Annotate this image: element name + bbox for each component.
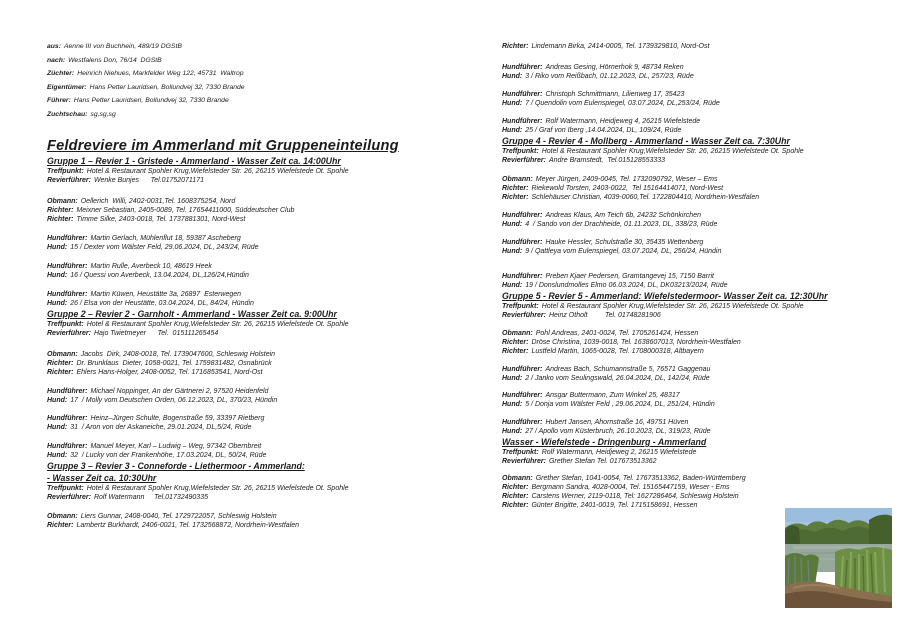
field-label: Treffpunkt:: [502, 148, 539, 155]
section-gruppe-1: [47, 155, 477, 308]
field-label: Hundführer:: [502, 366, 543, 373]
field-value: Andreas Klaus, Am Teich 6b, 24232 Schönkirchen: [545, 212, 701, 219]
field-value: Rolf Watermann Tel.01732490335: [93, 493, 208, 501]
field-label: Hund:: [502, 100, 523, 107]
officials-block: [47, 197, 477, 224]
field-value: 9 / Qattleya vom Eulenspiegel, 03.07.2024, DL, 256/24, Hündin: [525, 248, 722, 255]
field-label: Obmann:: [502, 176, 533, 183]
field-value: Pohl Andreas, 2401-0024, Tel. 1705261424, Hessen: [535, 330, 699, 337]
pedigree-line: [47, 54, 477, 68]
officials-block: [502, 329, 900, 356]
field-label: Hund:: [502, 248, 523, 255]
hund-line: [502, 281, 900, 290]
field-label: Richter:: [502, 194, 529, 201]
hundfuehrer-line: [502, 365, 900, 374]
pedigree-block: [47, 40, 477, 122]
field-label: Hundführer:: [502, 273, 543, 280]
field-value: Andre Bramstedt, Tel.015128553333: [548, 157, 666, 164]
field-label: Obmann:: [502, 475, 533, 482]
section-gruppe-5: [502, 290, 900, 436]
field-label: aus:: [47, 43, 61, 50]
field-value: Heinrich Niehues, Markfelder Weg 122, 45731 Waltrop: [77, 70, 244, 78]
field-label: Hundführer:: [502, 118, 543, 125]
field-value: 25 / Graf von Iberg ,14.04.2024, DL, 109/24, Rüde: [525, 127, 682, 134]
hundfuehrer-line: [47, 234, 477, 243]
field-value: Meixner Sebastian, 2405-0089, Tel. 17654411000, Süddeutscher Club: [76, 206, 295, 214]
field-label: Hund:: [47, 271, 68, 279]
richter-line: [502, 42, 900, 51]
field-value: Rolf Watermann, Heidjeweg 4, 26215 Wiefelstede: [545, 118, 701, 125]
field-label: Richter:: [502, 43, 529, 50]
officials-block: [47, 512, 477, 530]
field-label: Treffpunkt:: [47, 167, 84, 175]
field-label: Hundführer:: [502, 64, 543, 71]
field-value: Manuel Meyer, Karl – Ludwig – Weg, 97342 Obernbreit: [90, 442, 262, 450]
field-label: Hund:: [502, 73, 523, 80]
field-label: Richter:: [47, 359, 74, 367]
field-label: Hundführer:: [502, 239, 543, 246]
field-label: Treffpunkt:: [502, 303, 539, 310]
field-value: Hubert Jansen, Ahornstraße 16, 49751 Hüven: [545, 419, 689, 426]
hundfuehrer-line: [502, 272, 900, 281]
gruppe-3-heading-line2: - Wasser Zeit ca. 10:30Uhr: [47, 472, 157, 483]
hund-line: [502, 72, 900, 81]
dog-entry: [47, 290, 477, 308]
field-value: Hotel & Restaurant Spohler Krug,Wiefelsteder Str. 26, 26215 Wiefelstede Ot. Spohle: [86, 167, 349, 175]
field-label: Hund:: [502, 221, 523, 228]
field-value: Andreas Bach, Schumannstraße 5, 76571 Gaggenau: [545, 366, 711, 373]
officials-block: [47, 350, 477, 377]
section-wasser-dringenburg: [502, 436, 900, 510]
field-value: Ansgar Buttermann, Zum Winkel 25, 48317: [545, 392, 680, 399]
field-label: Hundführer:: [47, 234, 88, 242]
section-gruppe-3-continued: [502, 42, 900, 135]
dog-entry: [502, 238, 900, 256]
richter-line: [47, 206, 477, 215]
field-label: Zuchtschau:: [47, 110, 88, 118]
field-value: Hotel & Restaurant Spohler Krug,Wiefelsteder Str. 26, 26215 Wiefelstede Ot. Spohle: [541, 148, 804, 155]
field-value: Martin Küwen, Heustätte 3a, 26897 Esterwegen: [90, 290, 242, 298]
field-value: Heinz Otholt Tel. 01748281906: [548, 312, 661, 319]
field-value: 4 / Sando von der Drachheide, 01.11.2023, DL, 338/23, Rüde: [525, 221, 718, 228]
field-label: Hundführer:: [502, 419, 543, 426]
hundfuehrer-line: [47, 262, 477, 271]
richter-line: [47, 215, 477, 224]
field-label: Richter:: [502, 484, 529, 491]
field-value: Timme Silke, 2403-0018, Tel. 1737881301, Nord-West: [76, 215, 246, 223]
field-value: Hajo Twietmeyer Tel. 015111265454: [93, 329, 219, 337]
field-value: 17 / Molly vom Deutschen Orden, 06.12.2023, DL, 370/23, Hündin: [70, 396, 278, 404]
field-value: 7 / Quendolin vom Eulenspiegel, 03.07.2024, DL,253/24, Rüde: [525, 100, 720, 107]
field-label: Richter:: [502, 348, 529, 355]
field-value: Schlehäuser Christian, 4039-0060,Tel. 1722804410, Nordrhein-Westfalen: [531, 194, 760, 201]
revierfuehrer-line: [47, 493, 477, 502]
dog-entry: [502, 90, 900, 108]
hund-line: [47, 243, 477, 252]
field-label: Treffpunkt:: [47, 320, 84, 328]
field-label: Revierführer:: [47, 493, 91, 501]
field-value: sg,sg,sg: [90, 110, 116, 118]
field-value: Wenke Bunjes Tel.01752071171: [93, 176, 204, 184]
field-value: Heinz–Jürgen Schulte, Bogenstraße 59, 33397 Rietberg: [90, 414, 265, 422]
field-label: Hund:: [502, 428, 523, 435]
field-label: Obmann:: [502, 330, 533, 337]
richter-line: [502, 347, 900, 356]
richter-line: [47, 359, 477, 368]
hundfuehrer-line: [47, 414, 477, 423]
field-value: Ehlers Hans-Holger, 2408-0052, Tel. 1716853541, Nord-Ost: [76, 368, 263, 376]
richter-line: [502, 184, 900, 193]
document-title: Feldreviere im Ammerland mit Gruppeneinteilung: [47, 137, 399, 154]
gruppe-5-heading: Gruppe 5 - Revier 5 - Ammerland: Wiefelstedermoor- Wasser Zeit ca. 12:30Uhr: [502, 291, 828, 301]
field-label: Hundführer:: [47, 262, 88, 270]
gruppe-1-heading: Gruppe 1 – Revier 1 - Gristede - Ammerland - Wasser Zeit ca. 14:00Uhr: [47, 155, 341, 166]
field-value: Hauke Hessler, Schulstraße 30, 35435 Wettenberg: [545, 239, 704, 246]
hundfuehrer-line: [502, 117, 900, 126]
field-label: Hundführer:: [47, 442, 88, 450]
hundfuehrer-line: [47, 387, 477, 396]
pond-photo: [785, 508, 892, 608]
obmann-line: [47, 512, 477, 521]
wasser-heading: Wasser - Wiefelstede - Dringenburg - Ammerland: [502, 437, 707, 447]
richter-line: [502, 338, 900, 347]
dog-entry: [47, 442, 477, 460]
field-value: Bergmann Sandra, 4028-0004, Tel. 15165447159, Weser - Ems: [531, 484, 730, 491]
field-label: Treffpunkt:: [47, 484, 84, 492]
field-label: Richter:: [502, 493, 529, 500]
field-value: 16 / Quessi von Averbeck, 13.04.2024, DL,126/24,Hündin: [70, 271, 249, 279]
field-label: Richter:: [47, 521, 74, 529]
right-column: [502, 42, 900, 510]
field-value: 5 / Donja vom Wälster Feld , 29.06.2024, DL, 251/24, Hündin: [525, 401, 715, 408]
hund-line: [47, 271, 477, 280]
obmann-line: [502, 474, 900, 483]
treffpunkt-line: [47, 320, 477, 329]
section-gruppe-3: [47, 460, 477, 530]
field-value: Hans Petter Lauridsen, Bollundvej 32, 7330 Brande: [89, 83, 245, 91]
field-value: Martin Rulle, Averbeck 10, 48619 Heek: [90, 262, 212, 270]
field-value: Hotel & Restaurant Spohler Krug,Wiefelsteder Str. 26, 26215 Wiefelstede Ot. Spohle: [86, 484, 349, 492]
field-value: 31 / Aron von der Askaneiche, 29.01.2024, DL,5/24, Rüde: [70, 423, 252, 431]
field-label: Richter:: [502, 185, 529, 192]
field-value: Jacobs Dirk, 2408-0018, Tel. 1739047600, Schleswig Holstein: [80, 350, 276, 358]
field-label: Hund:: [47, 396, 68, 404]
revierfuehrer-line: [502, 156, 900, 165]
dog-entry: [47, 262, 477, 280]
field-label: Revierführer:: [47, 329, 91, 337]
field-value: Michael Noppinger, An der Gärtnerei 2, 97520 Heidenfeld: [90, 387, 269, 395]
pedigree-line: [47, 108, 477, 122]
field-value: Christoph Schmittmann, Lilienweg 17, 35423: [545, 91, 685, 98]
section-gruppe-2: [47, 308, 477, 460]
field-value: Preben Kjaer Pedersen, Gramtangevej 15, 7150 Barrit: [545, 273, 714, 280]
treffpunkt-line: [502, 448, 900, 457]
dog-entry: [502, 391, 900, 409]
field-label: Richter:: [47, 206, 74, 214]
field-label: Hund:: [502, 282, 523, 289]
field-label: Richter:: [47, 215, 74, 223]
hund-line: [47, 299, 477, 308]
hundfuehrer-line: [47, 442, 477, 451]
dog-entry: [502, 365, 900, 383]
obmann-line: [502, 329, 900, 338]
field-value: Oellerich Willi, 2402-0031,Tel. 1608375254, Nord: [80, 197, 236, 205]
hundfuehrer-line: [502, 418, 900, 427]
field-value: Martin Gerlach, Mühlenflut 18, 59387 Ascheberg: [90, 234, 241, 242]
hundfuehrer-line: [502, 90, 900, 99]
field-value: Carstens Werner, 2119-0118, Tel: 1627286464, Schleswig Holstein: [531, 493, 739, 500]
field-value: Lindemann Birka, 2414-0005, Tel. 1739329810, Nord-Ost: [531, 43, 710, 50]
field-label: Richter:: [502, 339, 529, 346]
field-value: Dröse Christina, 1039-0018, Tel. 1638607013, Nordrhein-Westfalen: [531, 339, 741, 346]
field-label: Hundführer:: [47, 414, 88, 422]
field-label: Richter:: [47, 368, 74, 376]
field-label: Revierführer:: [47, 176, 91, 184]
treffpunkt-line: [502, 302, 900, 311]
field-label: Hund:: [47, 299, 68, 307]
revierfuehrer-line: [47, 176, 477, 185]
field-value: Lustfeld Martin, 1065-0028, Tel. 1708000318, Altbayern: [531, 348, 704, 355]
hund-line: [47, 396, 477, 405]
dog-entry: [502, 418, 900, 436]
field-label: Hund:: [502, 127, 523, 134]
gruppe-2-heading: Gruppe 2 – Revier 2 - Garnholt - Ammerland - Wasser Zeit ca. 9:00Uhr: [47, 308, 337, 319]
field-value: Westfalens Don, 76/14 DGStB: [68, 56, 162, 64]
richter-line: [502, 193, 900, 202]
section-gruppe-4: [502, 135, 900, 290]
obmann-line: [47, 197, 477, 206]
hundfuehrer-line: [502, 63, 900, 72]
pedigree-line: [47, 81, 477, 95]
dog-entry: [47, 234, 477, 252]
pedigree-line: [47, 94, 477, 108]
field-label: Obmann:: [47, 197, 78, 205]
dog-entry: [502, 211, 900, 229]
dog-entry: [47, 414, 477, 432]
field-value: 15 / Dexter vom Wälster Feld, 29.06.2024, DL, 243/24, Rüde: [70, 243, 259, 251]
field-value: Hotel & Restaurant Spohler Krug,Wiefelsteder Str. 26, 26215 Wiefelstede Ot. Spohle: [86, 320, 349, 328]
dog-entry: [502, 272, 900, 290]
left-column: [47, 40, 477, 530]
field-label: Hund:: [47, 243, 68, 251]
field-value: Dr. Brunklaus Dieter, 1058-0021, Tel. 1759831482, Osnabrück: [76, 359, 272, 367]
hundfuehrer-line: [502, 238, 900, 247]
field-value: 26 / Elsa von der Heustätte, 03.04.2024, DL, 84/24, Hündin: [70, 299, 254, 307]
field-value: Rolf Watermann, Heidjeweg 2, 26215 Wiefelstede: [541, 449, 697, 456]
field-label: Züchter:: [47, 70, 75, 78]
field-label: Obmann:: [47, 350, 78, 358]
hund-line: [502, 99, 900, 108]
field-label: Revierführer:: [502, 458, 546, 465]
field-label: nach:: [47, 56, 66, 64]
hund-line: [502, 247, 900, 256]
hund-line: [502, 126, 900, 135]
field-value: Lambertz Burkhardt, 2406-0021, Tel. 1732568872, Nordrhein-Westfalen: [76, 521, 300, 529]
hundfuehrer-line: [502, 211, 900, 220]
field-value: 2 / Janko vom Seulingswald, 26.04.2024, DL, 142/24, Rüde: [525, 375, 710, 382]
field-value: Grether Stefan, 1041-0054, Tel. 17673513362, Baden-Württemberg: [535, 475, 746, 482]
officials-block: [502, 474, 900, 510]
hund-line: [47, 423, 477, 432]
field-value: Meyer Jürgen, 2409-0045, Tel. 1732090792, Weser – Ems: [535, 176, 718, 183]
field-value: 32 / Lucky von der Frankenhöhe, 17.03.2024, DL, 50/24, Rüde: [70, 451, 267, 459]
field-value: Hotel & Restaurant Spohler Krug,Wiefelsteder Str. 26, 26215 Wiefelstede Ot. Spohle: [541, 303, 804, 310]
field-label: Treffpunkt:: [502, 449, 539, 456]
field-value: Liers Gunnar, 2408-0040, Tel. 1729722057, Schleswig Holstein: [80, 512, 277, 520]
field-value: 19 / Donslundmolles Elmo 06.03.2024, DL, DK03213/2024, Rüde: [525, 282, 728, 289]
hund-line: [47, 451, 477, 460]
field-label: Richter:: [502, 502, 529, 509]
richter-line: [47, 368, 477, 377]
revierfuehrer-line: [502, 457, 900, 466]
hund-line: [502, 220, 900, 229]
dog-entry: [502, 63, 900, 81]
hund-line: [502, 427, 900, 436]
dog-entry: [47, 387, 477, 405]
field-value: 27 / Apollo vom Küsterbruch, 26.10.2023, DL, 319/23, Rüde: [525, 428, 711, 435]
field-value: Andreas Gesing, Hörnerhok 9, 48734 Reken: [545, 64, 684, 71]
hundfuehrer-line: [47, 290, 477, 299]
hundfuehrer-line: [502, 391, 900, 400]
field-value: Günter Brigitte, 2401-0019, Tel. 1715158691, Hessen: [531, 502, 698, 509]
field-value: 3 / Riko vom Reißbach, 01.12.2023, DL, 257/23, Rüde: [525, 73, 694, 80]
richter-line: [502, 492, 900, 501]
officials-block: [502, 175, 900, 202]
field-label: Eigentümer:: [47, 83, 87, 91]
obmann-line: [47, 350, 477, 359]
pedigree-line: [47, 40, 477, 54]
treffpunkt-line: [502, 147, 900, 156]
richter-line: [47, 521, 477, 530]
field-label: Hundführer:: [47, 387, 88, 395]
revierfuehrer-line: [47, 329, 477, 338]
treffpunkt-line: [47, 484, 477, 493]
field-value: Aenne III von Buchhein, 489/19 DGStB: [63, 43, 182, 50]
field-label: Revierführer:: [502, 312, 546, 319]
field-value: Hans Petter Lauridsen, Bollundvej 32, 7330 Brande: [73, 97, 229, 105]
field-label: Hund:: [502, 401, 523, 408]
field-value: Riekewold Torsten, 2403-0022, Tel 15164414071, Nord-West: [531, 185, 724, 192]
revierfuehrer-line: [502, 311, 900, 320]
field-label: Revierführer:: [502, 157, 546, 164]
field-label: Hund:: [502, 375, 523, 382]
field-label: Führer:: [47, 97, 71, 105]
hund-line: [502, 374, 900, 383]
pedigree-line: [47, 67, 477, 81]
field-label: Hundführer:: [502, 392, 543, 399]
treffpunkt-line: [47, 167, 477, 176]
hund-line: [502, 400, 900, 409]
field-label: Obmann:: [47, 512, 78, 520]
field-label: Hundführer:: [502, 91, 543, 98]
gruppe-4-heading: Gruppe 4 - Revier 4 - Mollberg - Ammerland - Wasser Zeit ca. 7:30Uhr: [502, 136, 790, 146]
field-value: Grether Stefan Tel. 017673513362: [548, 458, 657, 465]
field-label: Hundführer:: [47, 290, 88, 298]
field-label: Hund:: [47, 451, 68, 459]
dog-entry: [502, 117, 900, 135]
field-label: Hundführer:: [502, 212, 543, 219]
richter-line: [502, 483, 900, 492]
gruppe-3-heading: Gruppe 3 – Revier 3 - Conneforde - Liethermoor - Ammerland:: [47, 460, 305, 471]
field-label: Hund:: [47, 423, 68, 431]
obmann-line: [502, 175, 900, 184]
